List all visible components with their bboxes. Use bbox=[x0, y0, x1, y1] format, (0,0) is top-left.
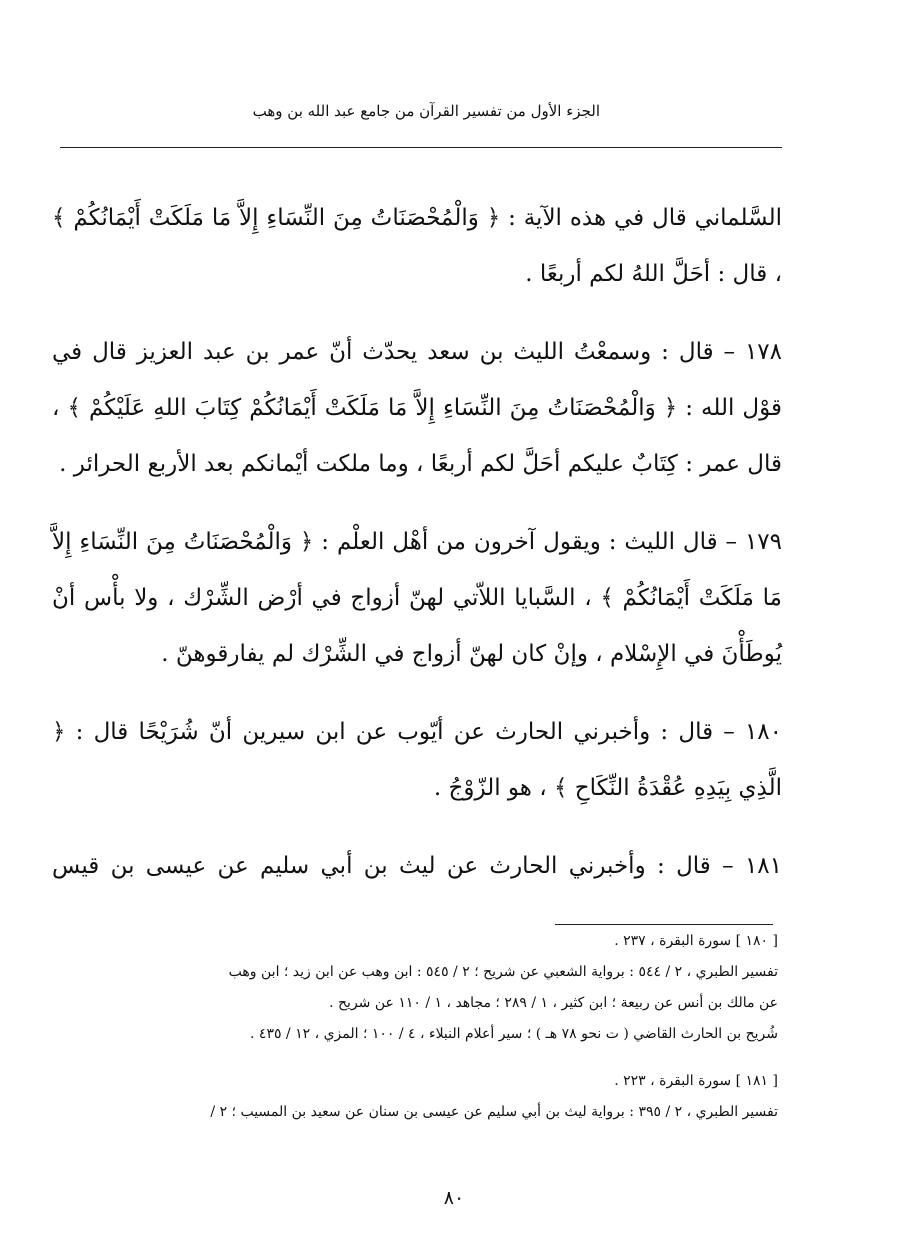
paragraph-178: ١٧٨ – قال : وسمعْتُ الليث بن سعد يحدّث أنّ عمر بن عبد العزيز قال في قوْل الله : ﴿ وَالْمُحْصَنَاتُ مِنَ النِّسَاءِ إِلاَّ مَا مَلَكَتْ أَيْمَانُكُمْ كِتَابَ اللهِ عَلَيْكُمْ ﴾ ، قال عمر : كِتَابٌ عليكم أحَلَّ لكم أربعًا ، وما ملكت أيْمانكم بعد الأربع الحرائر . bbox=[52, 339, 782, 477]
running-head: الجزء الأول من تفسير القرآن من جامع عبد الله بن وهب bbox=[252, 102, 600, 120]
footnote-181 bbox=[40, 1066, 778, 1128]
page-number: ٨٠ bbox=[443, 1187, 465, 1209]
footnote-181-ref: [ ١٨١ ] سورة البقرة ، ٢٢٣ . bbox=[614, 1073, 778, 1089]
header-rule bbox=[60, 147, 782, 148]
paragraph-continuation: السَّلماني قال في هذه الآية : ﴿ وَالْمُحْصَنَاتُ مِنَ النِّسَاءِ إِلاَّ مَا مَلَكَتْ أَيْمَانُكُمْ ﴾ ، قال : أحَلَّ اللهُ لكم أربعًا . bbox=[52, 205, 782, 287]
footnote-180-line: عن مالك بن أنس عن ربيعة ؛ ابن كثير ، ١ / ٢٨٩ ؛ مجاهد ، ١ / ١١٠ عن شريح . bbox=[329, 995, 778, 1011]
footnotes bbox=[40, 924, 778, 1128]
footnote-gap bbox=[40, 1050, 778, 1064]
footnote-180-ref: [ ١٨٠ ] سورة البقرة ، ٢٣٧ . bbox=[614, 933, 778, 949]
paragraph-179: ١٧٩ – قال الليث : ويقول آخرون من أهْل العلْم : ﴿ وَالْمُحْصَنَاتُ مِنَ النِّسَاءِ إِلاَّ مَا مَلَكَتْ أَيْمَانُكُمْ ﴾ ، السَّبايا اللاّتي لهنّ أزواج في أرْض الشِّرْك ، ولا بأْس أنْ يُوطَأْنَ في الإِسْلام ، وإنْ كان لهنّ أزواج في الشِّرْك لم يفارقوهنّ . bbox=[52, 529, 782, 667]
footnote-180-line: تفسير الطبري ، ٢ / ٥٤٤ : برواية الشعبي عن شريح ؛ ٢ / ٥٤٥ : ابن وهب عن ابن زيد ؛ ابن وهب bbox=[228, 964, 778, 980]
paragraph-180: ١٨٠ – قال : وأخبرني الحارث عن أيّوب عن ابن سيرين أنّ شُرَيْحًا قال : ﴿ الَّذِي بِيَدِهِ عُقْدَةُ النِّكَاحِ ﴾ ، هو الزّوْجُ . bbox=[52, 719, 782, 801]
footnote-180 bbox=[40, 926, 778, 1050]
paragraph-181: ١٨١ – قال : وأخبرني الحارث عن ليث بن أبي سليم عن عيسى بن قيس bbox=[52, 853, 782, 879]
footnote-181-line: تفسير الطبري ، ٢ / ٣٩٥ : برواية ليث بن أبي سليم عن عيسى بن سنان عن سعيد بن المسيب ؛ ٢ / bbox=[210, 1104, 778, 1120]
footnote-180-line: شُريح بن الحارث القاضي ( ت نحو ٧٨ هـ ) ؛ سير أعلام النبلاء ، ٤ / ١٠٠ ؛ المزي ، ١٢ / ٤٣٥ . bbox=[250, 1026, 778, 1042]
main-text bbox=[52, 190, 782, 894]
